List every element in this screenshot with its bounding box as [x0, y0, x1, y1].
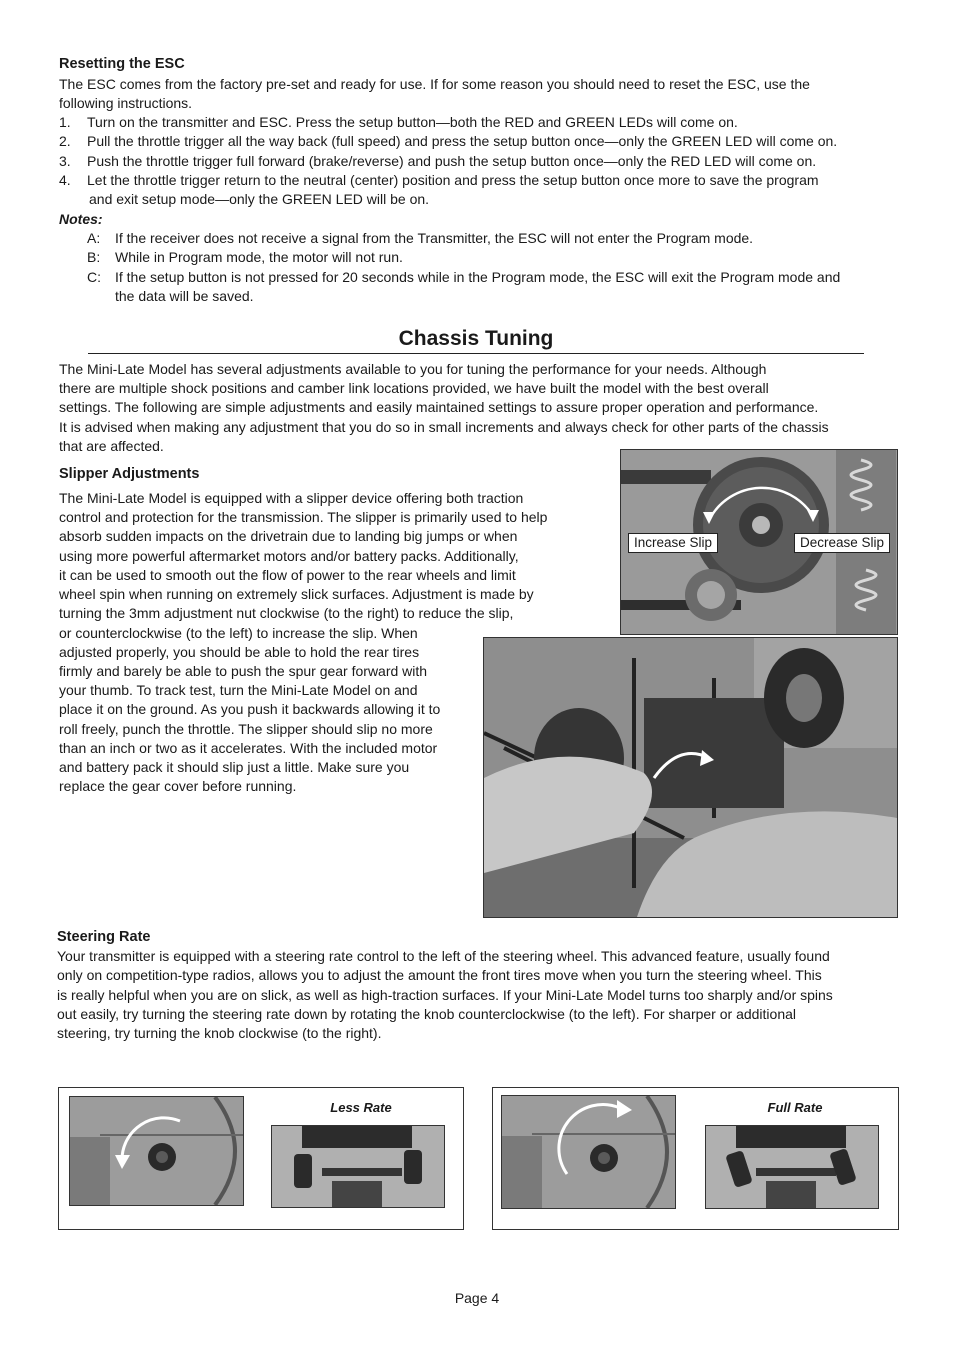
chassis-intro-line: that are affected.: [59, 438, 164, 454]
steering-line: is really helpful when you are on slick, as well as high-traction surfaces. If your Mini-Late Model turns too sharply and/or spins: [57, 987, 833, 1003]
esc-step-text-continued: and exit setup mode—only the GREEN LED will be on.: [89, 191, 430, 207]
front-wheels-illustration: [272, 1126, 444, 1207]
chassis-hands-photo: [483, 637, 898, 918]
slipper-line: The Mini-Late Model is equipped with a slipper device offering both traction: [59, 490, 524, 506]
page-number: Page 4: [454, 1290, 500, 1306]
steering-line: steering, try turning the knob clockwise (to the right).: [57, 1025, 382, 1041]
steering-line: out easily, try turning the steering rate down by rotating the knob counterclockwise (to the left). For sharper or additional: [57, 1006, 797, 1022]
note-letter: A:: [87, 230, 101, 246]
esc-intro-line-1: The ESC comes from the factory pre-set and ready for use. If for some reason you should need to reset the ESC, use the: [59, 76, 810, 92]
notes-heading: Notes:: [59, 211, 103, 227]
front-wheels-photo-less: [271, 1125, 445, 1208]
transmitter-knob-photo-full: [501, 1095, 676, 1209]
chassis-intro-line: The Mini-Late Model has several adjustments available to you for tuning the performance for your needs. Although: [59, 361, 767, 377]
esc-intro-line-2: following instructions.: [59, 95, 193, 111]
slipper-line: wheel spin when running on extremely slick surfaces. Adjustment is made by: [59, 586, 534, 602]
esc-heading: Resetting the ESC: [59, 56, 185, 72]
note-text: While in Program mode, the motor will not run.: [115, 249, 403, 265]
chassis-intro-line: It is advised when making any adjustment that you do so in small increments and always check for other parts of the chassis: [59, 419, 829, 435]
slipper-line: roll freely, punch the throttle. The slipper should slip no more: [59, 721, 433, 737]
transmitter-knob-photo-less: [69, 1096, 244, 1206]
chassis-intro-line: there are multiple shock positions and camber link locations provided, we have built the model with the best overall: [59, 380, 769, 396]
chassis-intro-line: settings. The following are simple adjustments and easily maintained settings to assure proper operation and performance.: [59, 399, 819, 415]
full-rate-label: Full Rate: [767, 1100, 823, 1115]
esc-step-text: Let the throttle trigger return to the neutral (center) position and press the setup button once more to save the program: [87, 172, 819, 188]
steering-line: Your transmitter is equipped with a steering rate control to the left of the steering wheel. This advanced feature, usually found: [57, 948, 830, 964]
note-letter: B:: [87, 249, 101, 265]
section-title-chassis-tuning: Chassis Tuning: [88, 325, 864, 354]
steering-line: only on competition-type radios, allows you to adjust the amount the front tires move when you turn the steering wheel. This: [57, 967, 822, 983]
chassis-hands-illustration: [484, 638, 897, 917]
note-text: If the receiver does not receive a signal from the Transmitter, the ESC will not enter the Program mode.: [115, 230, 754, 246]
esc-step-number: 2.: [59, 133, 71, 149]
slipper-heading: Slipper Adjustments: [59, 466, 200, 482]
slipper-line: using more powerful aftermarket motors and/or battery packs. Additionally,: [59, 548, 519, 564]
slipper-line: or counterclockwise (to the left) to increase the slip. When: [59, 625, 418, 641]
esc-step-number: 4.: [59, 172, 71, 188]
less-rate-label: Less Rate: [330, 1100, 392, 1115]
transmitter-knob-illustration: [502, 1096, 675, 1208]
increase-slip-label: Increase Slip: [628, 533, 718, 553]
slipper-line: than an inch or two as it accelerates. With the included motor: [59, 740, 438, 756]
full-rate-panel: [492, 1087, 899, 1230]
slipper-line: turning the 3mm adjustment nut clockwise (to the right) to reduce the slip,: [59, 605, 514, 621]
esc-step-text: Turn on the transmitter and ESC. Press the setup button—both the RED and GREEN LEDs will come on.: [87, 114, 738, 130]
steering-heading: Steering Rate: [57, 929, 151, 945]
slipper-line: absorb sudden impacts on the drivetrain due to landing big jumps or when: [59, 528, 518, 544]
slipper-line: place it on the ground. As you push it backwards allowing it to: [59, 701, 441, 717]
slipper-line: firmly and barely be able to push the spur gear forward with: [59, 663, 428, 679]
slipper-line: adjusted properly, you should be able to hold the rear tires: [59, 644, 420, 660]
less-rate-panel: [58, 1087, 464, 1230]
note-text: If the setup button is not pressed for 20 seconds while in the Program mode, the ESC will exit the Program mode and: [115, 269, 841, 285]
slipper-line: replace the gear cover before running.: [59, 778, 297, 794]
note-letter: C:: [87, 269, 101, 285]
note-text-continued: the data will be saved.: [115, 288, 254, 304]
slipper-line: control and protection for the transmission. The slipper is primarily used to help: [59, 509, 548, 525]
slipper-line: your thumb. To track test, turn the Mini-Late Model on and: [59, 682, 418, 698]
front-wheels-photo-full: [705, 1125, 879, 1209]
transmitter-knob-illustration: [70, 1097, 243, 1205]
decrease-slip-label: Decrease Slip: [794, 533, 890, 553]
slipper-line: and battery pack it should slip just a little. Make sure you: [59, 759, 410, 775]
slipper-line: it can be used to smooth out the flow of power to the rear wheels and limit: [59, 567, 516, 583]
esc-step-number: 3.: [59, 153, 71, 169]
esc-step-number: 1.: [59, 114, 71, 130]
esc-step-text: Pull the throttle trigger all the way back (full speed) and press the setup button once—only the GREEN LED will come on.: [87, 133, 838, 149]
front-wheels-illustration: [706, 1126, 878, 1208]
esc-step-text: Push the throttle trigger full forward (brake/reverse) and push the setup button once—only the RED LED will come on.: [87, 153, 817, 169]
